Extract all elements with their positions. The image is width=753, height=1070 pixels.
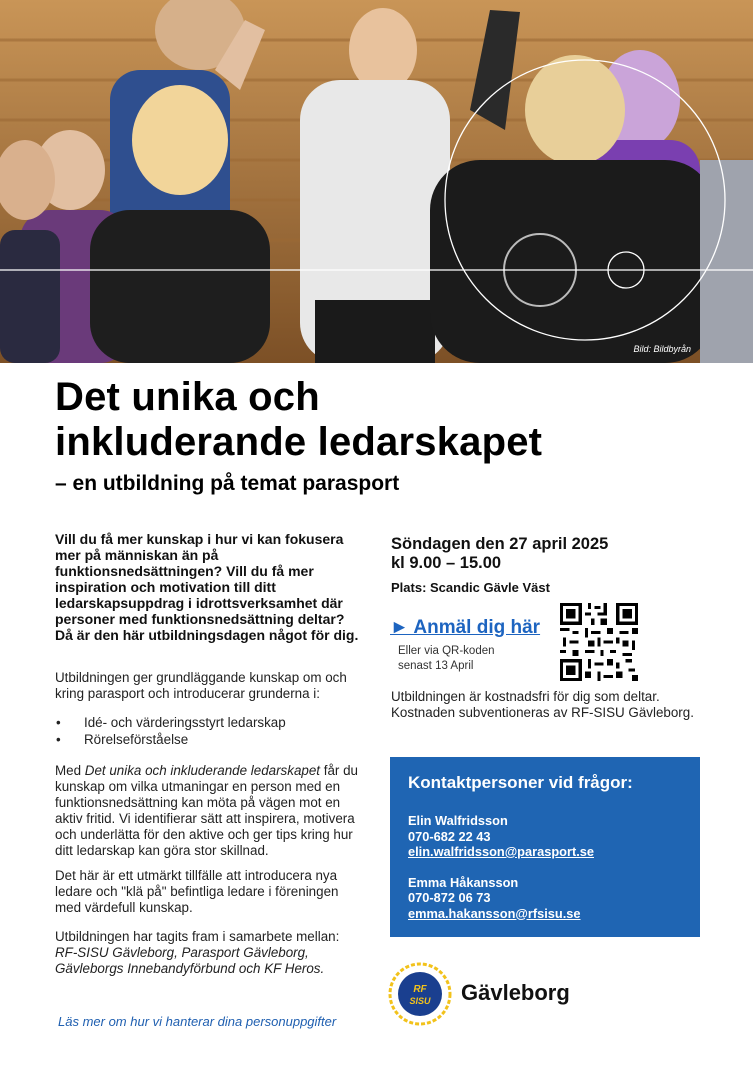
basics-text: Utbildningen ger grundläggande kunskap om och kring parasport och introducerar grunderna i: [55, 670, 347, 701]
logo-text-top: RF [413, 984, 427, 995]
privacy-link[interactable]: Läs mer om hur vi hanterar dina personuppgifter [58, 1014, 337, 1029]
course-description [55, 763, 365, 859]
collaboration-text [55, 929, 365, 977]
event-datetime [391, 535, 608, 573]
contact-name: Elin Walfridsson [408, 813, 508, 828]
list-item: • Idé- och värderingsstyrt ledarskap [55, 715, 365, 732]
course-name: Det unika och inkluderande ledarskapet [84, 763, 321, 778]
event-time: kl 9.00 – 15.00 [391, 554, 502, 572]
collab-label: Utbildningen har tagits fram i samarbete mellan: [55, 929, 340, 944]
page-subtitle: – en utbildning på temat parasport [55, 472, 400, 495]
contact-email-link[interactable]: elin.walfridsson@parasport.se [408, 844, 594, 859]
hero-illustration [0, 0, 753, 363]
contact-heading: Kontaktpersoner vid frågor: [408, 773, 633, 792]
contact-phone: 070-872 06 73 [408, 890, 491, 905]
hero-photo [0, 0, 753, 363]
event-place: Plats: Scandic Gävle Väst [391, 580, 550, 595]
title-line-2: inkluderande ledarskapet [55, 420, 543, 464]
contact-person [408, 875, 700, 922]
page-title [55, 375, 735, 465]
cost-info: Utbildningen är kostnadsfri för dig som deltar. Kostnaden subventioneras av RF-SISU Gävleborg. [391, 689, 694, 720]
topic-list [55, 715, 365, 748]
rf-sisu-logo-icon [388, 962, 452, 1026]
course-pre: Med [55, 763, 85, 778]
qr-note-line-2: senast 13 April [398, 660, 474, 672]
contact-person [408, 813, 700, 860]
qr-note-line-1: Eller via QR-koden [398, 645, 495, 657]
logo-text-bottom: SISU [409, 996, 431, 1006]
collab-partners: RF-SISU Gävleborg, Parasport Gävleborg, Gävleborgs Innebandyförbund och KF Heros. [55, 945, 325, 976]
contact-name: Emma Håkansson [408, 874, 519, 890]
opportunity-text: Det här är ett utmärkt tillfälle att introducera nya ledare och "klä på" befintliga ledare i föreningen med värdefull kunskap. [55, 868, 339, 915]
event-date: Söndagen den 27 april 2025 [391, 535, 609, 553]
brand-name: Gävleborg [461, 980, 570, 1005]
list-item: • Rörelseförståelse [55, 732, 365, 749]
contact-phone: 070-682 22 43 [408, 828, 491, 844]
course-post: får du kunskap om vilka utmaningar en person med en funktionsnedsättning kan möta på vägen mot en aktiv fritid. Vi identifierar sätt att inspirera, motivera och underlätta för den aktive och ger tips kring hur ditt ledarskap kan göra stor skillnad. [55, 763, 358, 858]
contact-box [390, 757, 700, 937]
intro-text: Vill du få mer kunskap i hur vi kan fokusera mer på människan än på funktionsnedsättningen? Vill du få mer inspiration och motivation till ditt ledarskapsuppdrag i idrottsverksamhet där personer med funktionsnedsättning deltar? Då är den här utbildningsdagen något för dig. [55, 531, 359, 643]
qr-code-icon[interactable] [560, 603, 638, 681]
contact-email-link[interactable]: emma.hakansson@rfsisu.se [408, 905, 581, 921]
qr-note [398, 644, 495, 674]
signup-link[interactable]: ► Anmäl dig här [390, 617, 541, 638]
photo-credit: Bild: Bildbyrån [633, 344, 691, 354]
title-line-1: Det unika och [55, 375, 320, 419]
